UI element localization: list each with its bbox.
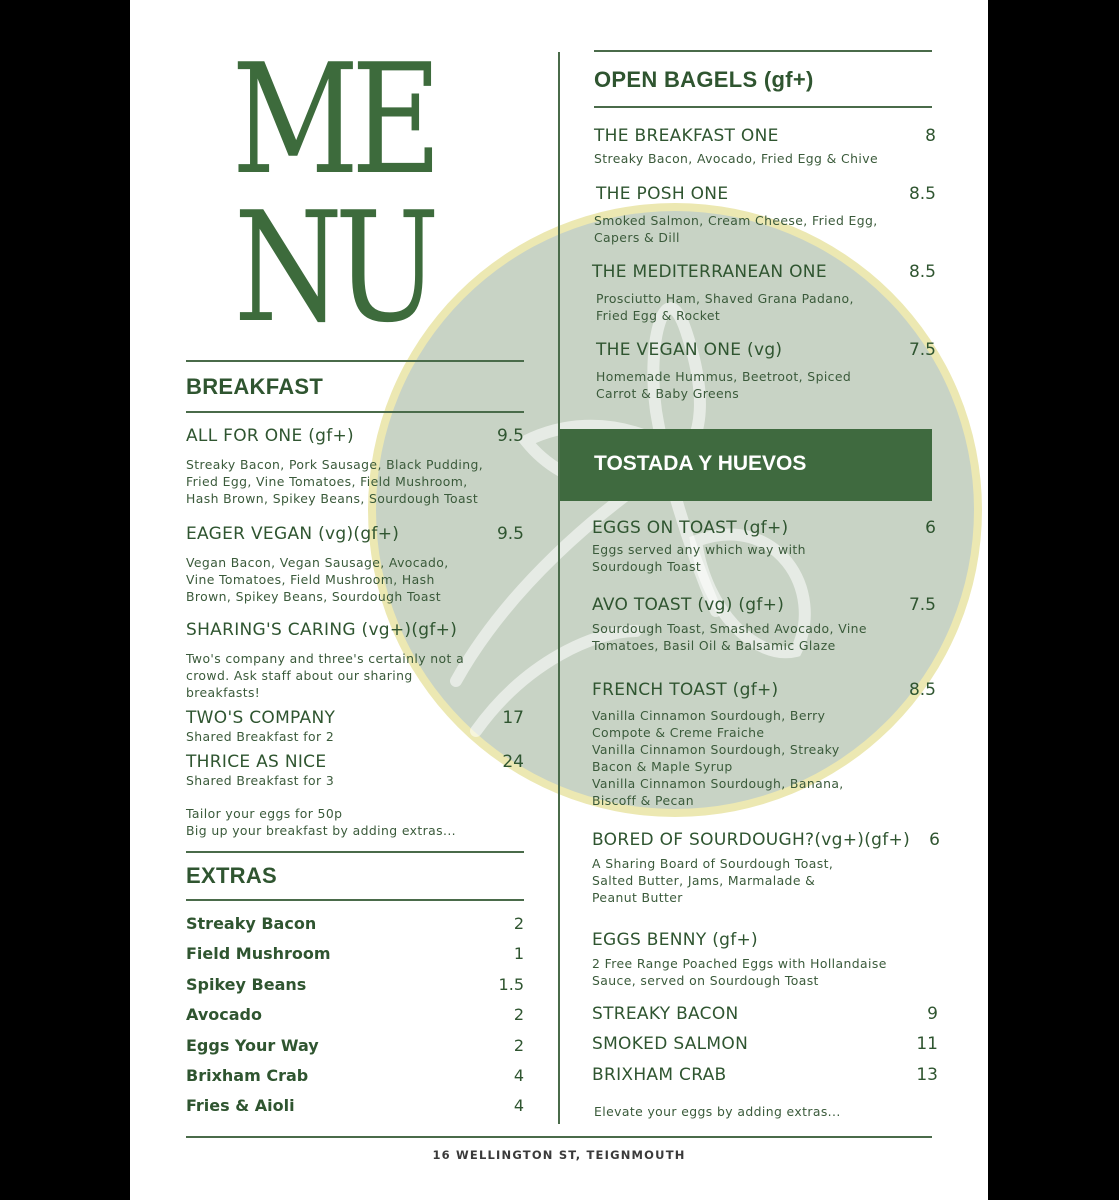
desc-line: Compote & Creme Fraiche [592,725,765,740]
extras-bottom-rule [186,899,524,901]
desc-line: Homemade Hummus, Beetroot, Spiced [596,369,852,384]
tostada-item-price: 8.5 [908,680,936,700]
tostada-heading: TOSTADA Y HUEVOS [594,452,807,475]
breakfast-item-name: EAGER VEGAN (vg)(gf+) [186,524,400,544]
benny-option-price: 9 [927,1004,938,1024]
breakfast-item-name: THRICE AS NICE [186,752,327,772]
tostada-item-desc [592,620,867,654]
extras-item-price: 4 [513,1066,524,1085]
benny-option-name: STREAKY BACON [592,1004,739,1024]
bagel-item-price: 8.5 [908,262,936,282]
bagels-bottom-rule [594,106,932,108]
menu-title-line2: NU [233,179,432,356]
column-divider [558,52,560,1124]
bagel-item-name: THE POSH ONE [596,184,729,204]
desc-line: Smoked Salmon, Cream Cheese, Fried Egg, [594,213,878,228]
extras-item-name: Avocado [186,1005,262,1024]
desc-line: Prosciutto Ham, Shaved Grana Padano, [596,291,854,306]
desc-line: Sourdough Toast [592,559,702,574]
bagel-item-desc [596,368,851,402]
desc-line: crowd. Ask staff about our sharing [186,668,413,683]
desc-line: Brown, Spikey Beans, Sourdough Toast [186,589,441,604]
tostada-item-name: BORED OF SOURDOUGH?(vg+)(gf+) [592,830,911,850]
desc-line: Sauce, served on Sourdough Toast [592,973,819,988]
tostada-item-desc [592,955,887,989]
tostada-item-price: 6 [929,830,940,850]
note-line: Tailor your eggs for 50p [186,806,343,821]
tostada-item-name: FRENCH TOAST (gf+) [592,680,779,700]
bagels-top-rule [594,50,932,52]
desc-line: Vanilla Cinnamon Sourdough, Banana, [592,776,844,791]
desc-line: Shared Breakfast for 2 [186,729,335,744]
breakfast-item-name: TWO'S COMPANY [186,708,336,728]
breakfast-item-name: ALL FOR ONE (gf+) [186,426,354,446]
desc-line: Two's company and three's certainly not a [186,651,465,666]
footer-address: 16 WELLINGTON ST, TEIGNMOUTH [432,1148,686,1162]
desc-line: Hash Brown, Spikey Beans, Sourdough Toast [186,491,479,506]
breakfast-item-price: 9.5 [496,524,524,544]
breakfast-heading: BREAKFAST [186,374,324,399]
breakfast-item-price: 24 [502,752,524,772]
benny-option-price: 13 [916,1065,938,1085]
desc-line: Shared Breakfast for 3 [186,773,335,788]
bagel-item-desc [594,212,878,246]
tostada-item-desc [592,707,844,809]
desc-line: Vine Tomatoes, Field Mushroom, Hash [186,572,435,587]
desc-line: breakfasts! [186,685,261,700]
extras-top-rule [186,851,524,853]
breakfast-bottom-rule [186,411,524,413]
extras-item-name: Field Mushroom [186,944,331,963]
extras-item-name: Eggs Your Way [186,1036,319,1055]
extras-item-price: 2 [513,1036,524,1055]
bagel-item-price: 7.5 [908,340,936,360]
breakfast-notes [186,805,456,839]
menu-title-line1: ME [231,31,434,208]
desc-line: 2 Free Range Poached Eggs with Hollandaise [592,956,887,971]
tostada-note: Elevate your eggs by adding extras... [594,1104,841,1119]
benny-option-price: 11 [916,1034,938,1054]
breakfast-item-desc [186,772,334,789]
desc-line: Tomatoes, Basil Oil & Balsamic Glaze [592,638,836,653]
bagel-item-name: THE VEGAN ONE (vg) [596,340,783,360]
tostada-item-desc [592,855,833,906]
bagel-item-name: THE MEDITERRANEAN ONE [592,262,827,282]
desc-line: Streaky Bacon, Pork Sausage, Black Pudding, [186,457,484,472]
breakfast-item-name: SHARING'S CARING (vg+)(gf+) [186,620,458,640]
desc-line: A Sharing Board of Sourdough Toast, [592,856,834,871]
tostada-item-name: EGGS ON TOAST (gf+) [592,518,789,538]
breakfast-item-price: 9.5 [496,426,524,446]
benny-option-name: BRIXHAM CRAB [592,1065,727,1085]
tostada-item-name: AVO TOAST (vg) (gf+) [592,595,785,615]
extras-item-price: 1 [513,944,524,963]
extras-item-name: Spikey Beans [186,975,307,994]
desc-line: Carrot & Baby Greens [596,386,740,401]
tostada-item-name: EGGS BENNY (gf+) [592,930,758,950]
breakfast-item-desc [186,650,464,701]
tostada-item-price: 6 [925,518,936,538]
benny-option-name: SMOKED SALMON [592,1034,749,1054]
breakfast-item-desc [186,456,483,507]
tostada-item-price: 7.5 [908,595,936,615]
extras-heading: EXTRAS [186,863,278,888]
desc-line: Fried Egg, Vine Tomatoes, Field Mushroom, [186,474,468,489]
breakfast-item-desc [186,728,334,745]
extras-item-price: 2 [513,914,524,933]
extras-item-name: Streaky Bacon [186,914,317,933]
desc-line: Eggs served any which way with [592,542,806,557]
desc-line: Bacon & Maple Syrup [592,759,733,774]
breakfast-item-price: 17 [502,708,524,728]
bagels-heading: OPEN BAGELS (gf+) [594,67,814,92]
bagel-item-desc [594,150,878,167]
desc-line: Capers & Dill [594,230,680,245]
bagel-item-price: 8 [925,126,936,146]
desc-line: Peanut Butter [592,890,683,905]
tostada-item-desc [592,541,806,575]
menu-page [130,0,988,1200]
footer-rule [186,1136,932,1138]
desc-line: Vanilla Cinnamon Sourdough, Berry [592,708,826,723]
desc-line: Vanilla Cinnamon Sourdough, Streaky [592,742,840,757]
breakfast-top-rule [186,360,524,362]
desc-line: Sourdough Toast, Smashed Avocado, Vine [592,621,867,636]
breakfast-item-desc [186,554,449,605]
note-line: Big up your breakfast by adding extras... [186,823,457,838]
extras-item-name: Brixham Crab [186,1066,309,1085]
bagel-item-name: THE BREAKFAST ONE [594,126,779,146]
bagel-item-desc [596,290,854,324]
extras-item-price: 1.5 [498,975,524,994]
desc-line: Salted Butter, Jams, Marmalade & [592,873,816,888]
extras-item-price: 2 [513,1005,524,1024]
bagel-item-price: 8.5 [908,184,936,204]
desc-line: Vegan Bacon, Vegan Sausage, Avocado, [186,555,449,570]
extras-item-price: 4 [513,1096,524,1115]
extras-item-name: Fries & Aioli [186,1096,295,1115]
desc-line: Biscoff & Pecan [592,793,694,808]
desc-line: Streaky Bacon, Avocado, Fried Egg & Chive [594,151,878,166]
desc-line: Fried Egg & Rocket [596,308,721,323]
